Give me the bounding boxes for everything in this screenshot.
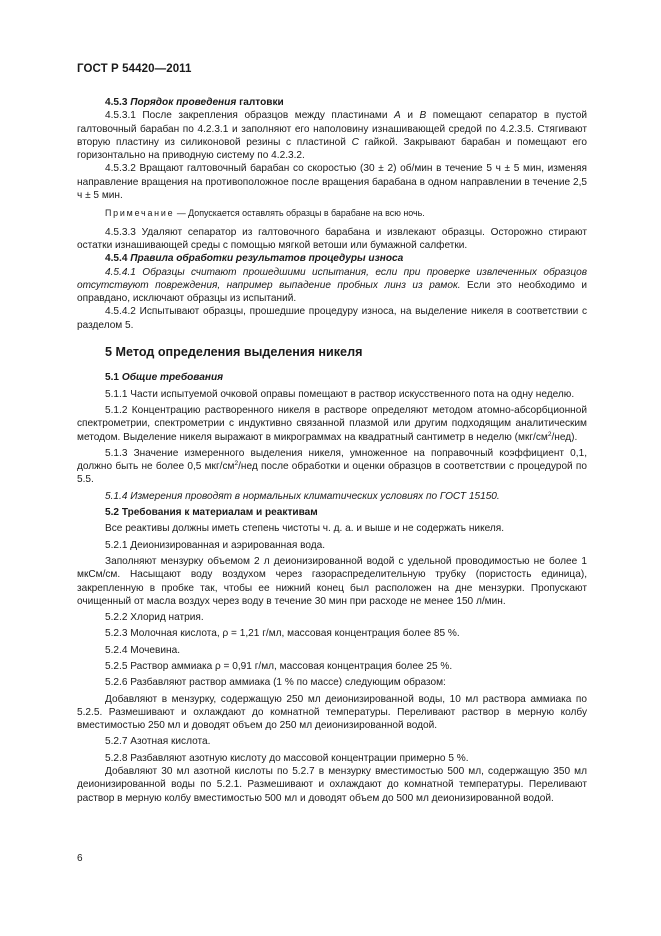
heading-4-5-3: 4.5.3 Порядок проведения галтовки — [105, 97, 284, 108]
page-number: 6 — [77, 853, 83, 864]
paragraph-5-2-8: 5.2.8 Разбавляют азотную кислоту до массовой концентрации примерно 5 %. — [105, 752, 469, 764]
paragraph-5-2-3: 5.2.3 Молочная кислота, ρ = 1,21 г/мл, массовая концентрация более 85 %. — [105, 628, 460, 640]
paragraph-5-2-8-text: Добавляют 30 мл азотной кислоты по 5.2.7 в мензурку вместимостью 500 мл, содержащую 350 мл деионизированной воды по 5.2.1. Размешивают и охлаждают до комнатной температуры. Переливают раствор в мерную колбу вместимостью 500 мл и доводят объем до 500 мл деионизированной водой. — [77, 766, 587, 804]
paragraph-5-2-1-text: Заполняют мензурку объемом 2 л деионизированной водой с удельной проводимостью не более 1 мкСм/см. Насыщают воду воздухом через газораспределительную трубку (пористость единица), закрепленную в пробке так, чтобы ее нижний конец был расположен на дне мензурки. Пропускают очищенный от масла воздух через воду в течение 30 мин при расходе не менее 150 л/мин. — [77, 555, 587, 607]
paragraph-4-5-4-2: 4.5.4.2 Испытывают образцы, прошедшие процедуру износа, на выделение никеля в соответствии с разделом 5. — [77, 306, 587, 331]
paragraph-5-1-3: 5.1.3 Значение измеренного выделения никеля, умноженное на поправочный коэффициент 0,1, должно быть не более 0,5 мкг/$см^2$/нед после обработки и оценки образцов в соответствии с процедурой по 5.5. — [77, 447, 587, 486]
paragraph-4-5-3-3: 4.5.3.3 Удаляют сепаратор из галтовочного барабана и извлекают образцы. Осторожно стирают остатки изнашивающей среды с помощью мягкой ветоши или бумажной салфетки. — [77, 226, 587, 251]
paragraph-5-2-4: 5.2.4 Мочевина. — [105, 644, 181, 656]
document-body — [77, 96, 587, 805]
paragraph-5-2-6-text: Добавляют в мензурку, содержащую 250 мл деионизированной воды, 10 мл раствора аммиака по 5.2.5. Размешивают и охлаждают до комнатной температуры. Переливают раствор в мерную колбу вместимостью 250 мл и доводят объем до 250 мл деионизированной водой. — [77, 693, 587, 732]
paragraph-5-2-1: 5.2.1 Деионизированная и аэрированная вода. — [105, 539, 326, 551]
paragraph-5-1-4: 5.1.4 Измерения проводят в нормальных климатических условиях по ГОСТ 15150. — [105, 490, 500, 502]
note: Примечание — Допускается оставлять образцы в барабане на всю ночь. — [105, 208, 425, 219]
heading-5-2: 5.2 Требования к материалам и реактивам — [105, 507, 318, 519]
paragraph-5-2-7: 5.2.7 Азотная кислота. — [105, 736, 211, 748]
paragraph-4-5-4-1: 4.5.4.1 Образцы считают прошедшими испытания, если при проверке извлеченных образцов отсутствуют повреждения, например выпадение пробных линз из рамок. Если это необходимо и оправдано, исключают образцы из испытаний. — [77, 266, 587, 305]
paragraph-4-5-3-2: 4.5.3.2 Вращают галтовочный барабан со скоростью (30 ± 2) об/мин в течение 5 ч ± 5 мин, изменяя направление вращения на противоположное после вращения барабана в одном направлении в течение 2,5 ч ± 5 мин. — [77, 163, 587, 202]
paragraph-5-2-2: 5.2.2 Хлорид натрия. — [105, 612, 204, 624]
paragraph-5-2-5: 5.2.5 Раствор аммиака ρ = 0,91 г/мл, массовая концентрация более 25 %. — [105, 660, 453, 672]
paragraph-5-2-6: 5.2.6 Разбавляют раствор аммиака (1 % по массе) следующим образом: — [105, 677, 446, 689]
paragraph-5-1-2: 5.1.2 Концентрацию растворенного никеля в растворе определяют методом атомно-абсорбционной спектрометрии, спектрометрии с индуктивно связанной плазмой или другим подходящим аналитическим методом. Выделение никеля выражают в микрограммах на квадратный сантиметр в неделю $(мкг/см^2/нед)$. — [77, 404, 587, 443]
section-5-heading: 5 Метод определения выделения никеля — [105, 345, 363, 360]
document-header: ГОСТ Р 54420—2011 — [77, 63, 192, 75]
paragraph-5-2: Все реактивы должны иметь степень чистоты ч. д. а. и выше и не содержать никеля. — [105, 523, 505, 535]
paragraph-5-1-1: 5.1.1 Части испытуемой очковой оправы помещают в раствор искусственного пота на одну неделю. — [105, 388, 575, 400]
paragraph-4-5-3-1: 4.5.3.1 После закрепления образцов между пластинами А и В помещают сепаратор в пустой галтовочный барабан по 4.2.3.1 и заполняют его наполовину изнашивающей средой по 4.2.3.5. Стягивают вторую пластину из силиконовой резины с пластиной С гайкой. Закрывают барабан и помещают его горизонтально на приводную систему по 4.2.3.2. — [77, 110, 588, 162]
heading-4-5-4: 4.5.4 Правила обработки результатов процедуры износа — [105, 253, 404, 265]
heading-5-1: 5.1 Общие требования — [105, 372, 224, 384]
